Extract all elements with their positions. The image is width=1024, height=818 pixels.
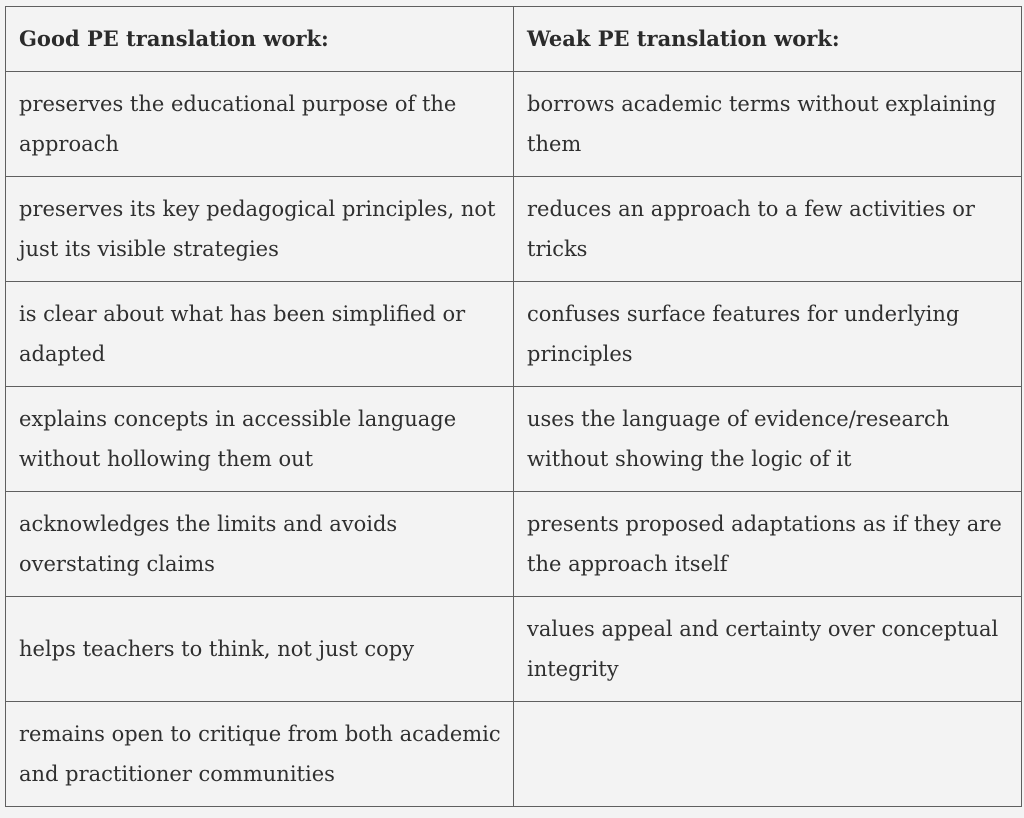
cell-good: explains concepts in accessible language without hollowing them out <box>6 387 514 492</box>
cell-weak: values appeal and certainty over conceptual integrity <box>514 597 1022 702</box>
comparison-table-container <box>5 6 1021 807</box>
cell-good: is clear about what has been simplified or adapted <box>6 282 514 387</box>
table-row <box>6 702 1022 807</box>
cell-weak: confuses surface features for underlying principles <box>514 282 1022 387</box>
table-row <box>6 387 1022 492</box>
cell-weak <box>514 702 1022 807</box>
cell-weak: reduces an approach to a few activities or tricks <box>514 177 1022 282</box>
cell-weak: presents proposed adaptations as if they are the approach itself <box>514 492 1022 597</box>
table-row <box>6 72 1022 177</box>
table-row <box>6 282 1022 387</box>
cell-weak: borrows academic terms without explaining them <box>514 72 1022 177</box>
cell-good: preserves the educational purpose of the approach <box>6 72 514 177</box>
cell-weak: uses the language of evidence/research without showing the logic of it <box>514 387 1022 492</box>
cell-good: remains open to critique from both academic and practitioner communities <box>6 702 514 807</box>
cell-good: preserves its key pedagogical principles, not just its visible strategies <box>6 177 514 282</box>
table-row <box>6 597 1022 702</box>
cell-good: helps teachers to think, not just copy <box>6 597 514 702</box>
table-row <box>6 177 1022 282</box>
cell-good: acknowledges the limits and avoids overstating claims <box>6 492 514 597</box>
comparison-table <box>5 6 1022 807</box>
table-row <box>6 492 1022 597</box>
table-header-row <box>6 7 1022 72</box>
header-weak: Weak PE translation work: <box>514 7 1022 72</box>
header-good: Good PE translation work: <box>6 7 514 72</box>
